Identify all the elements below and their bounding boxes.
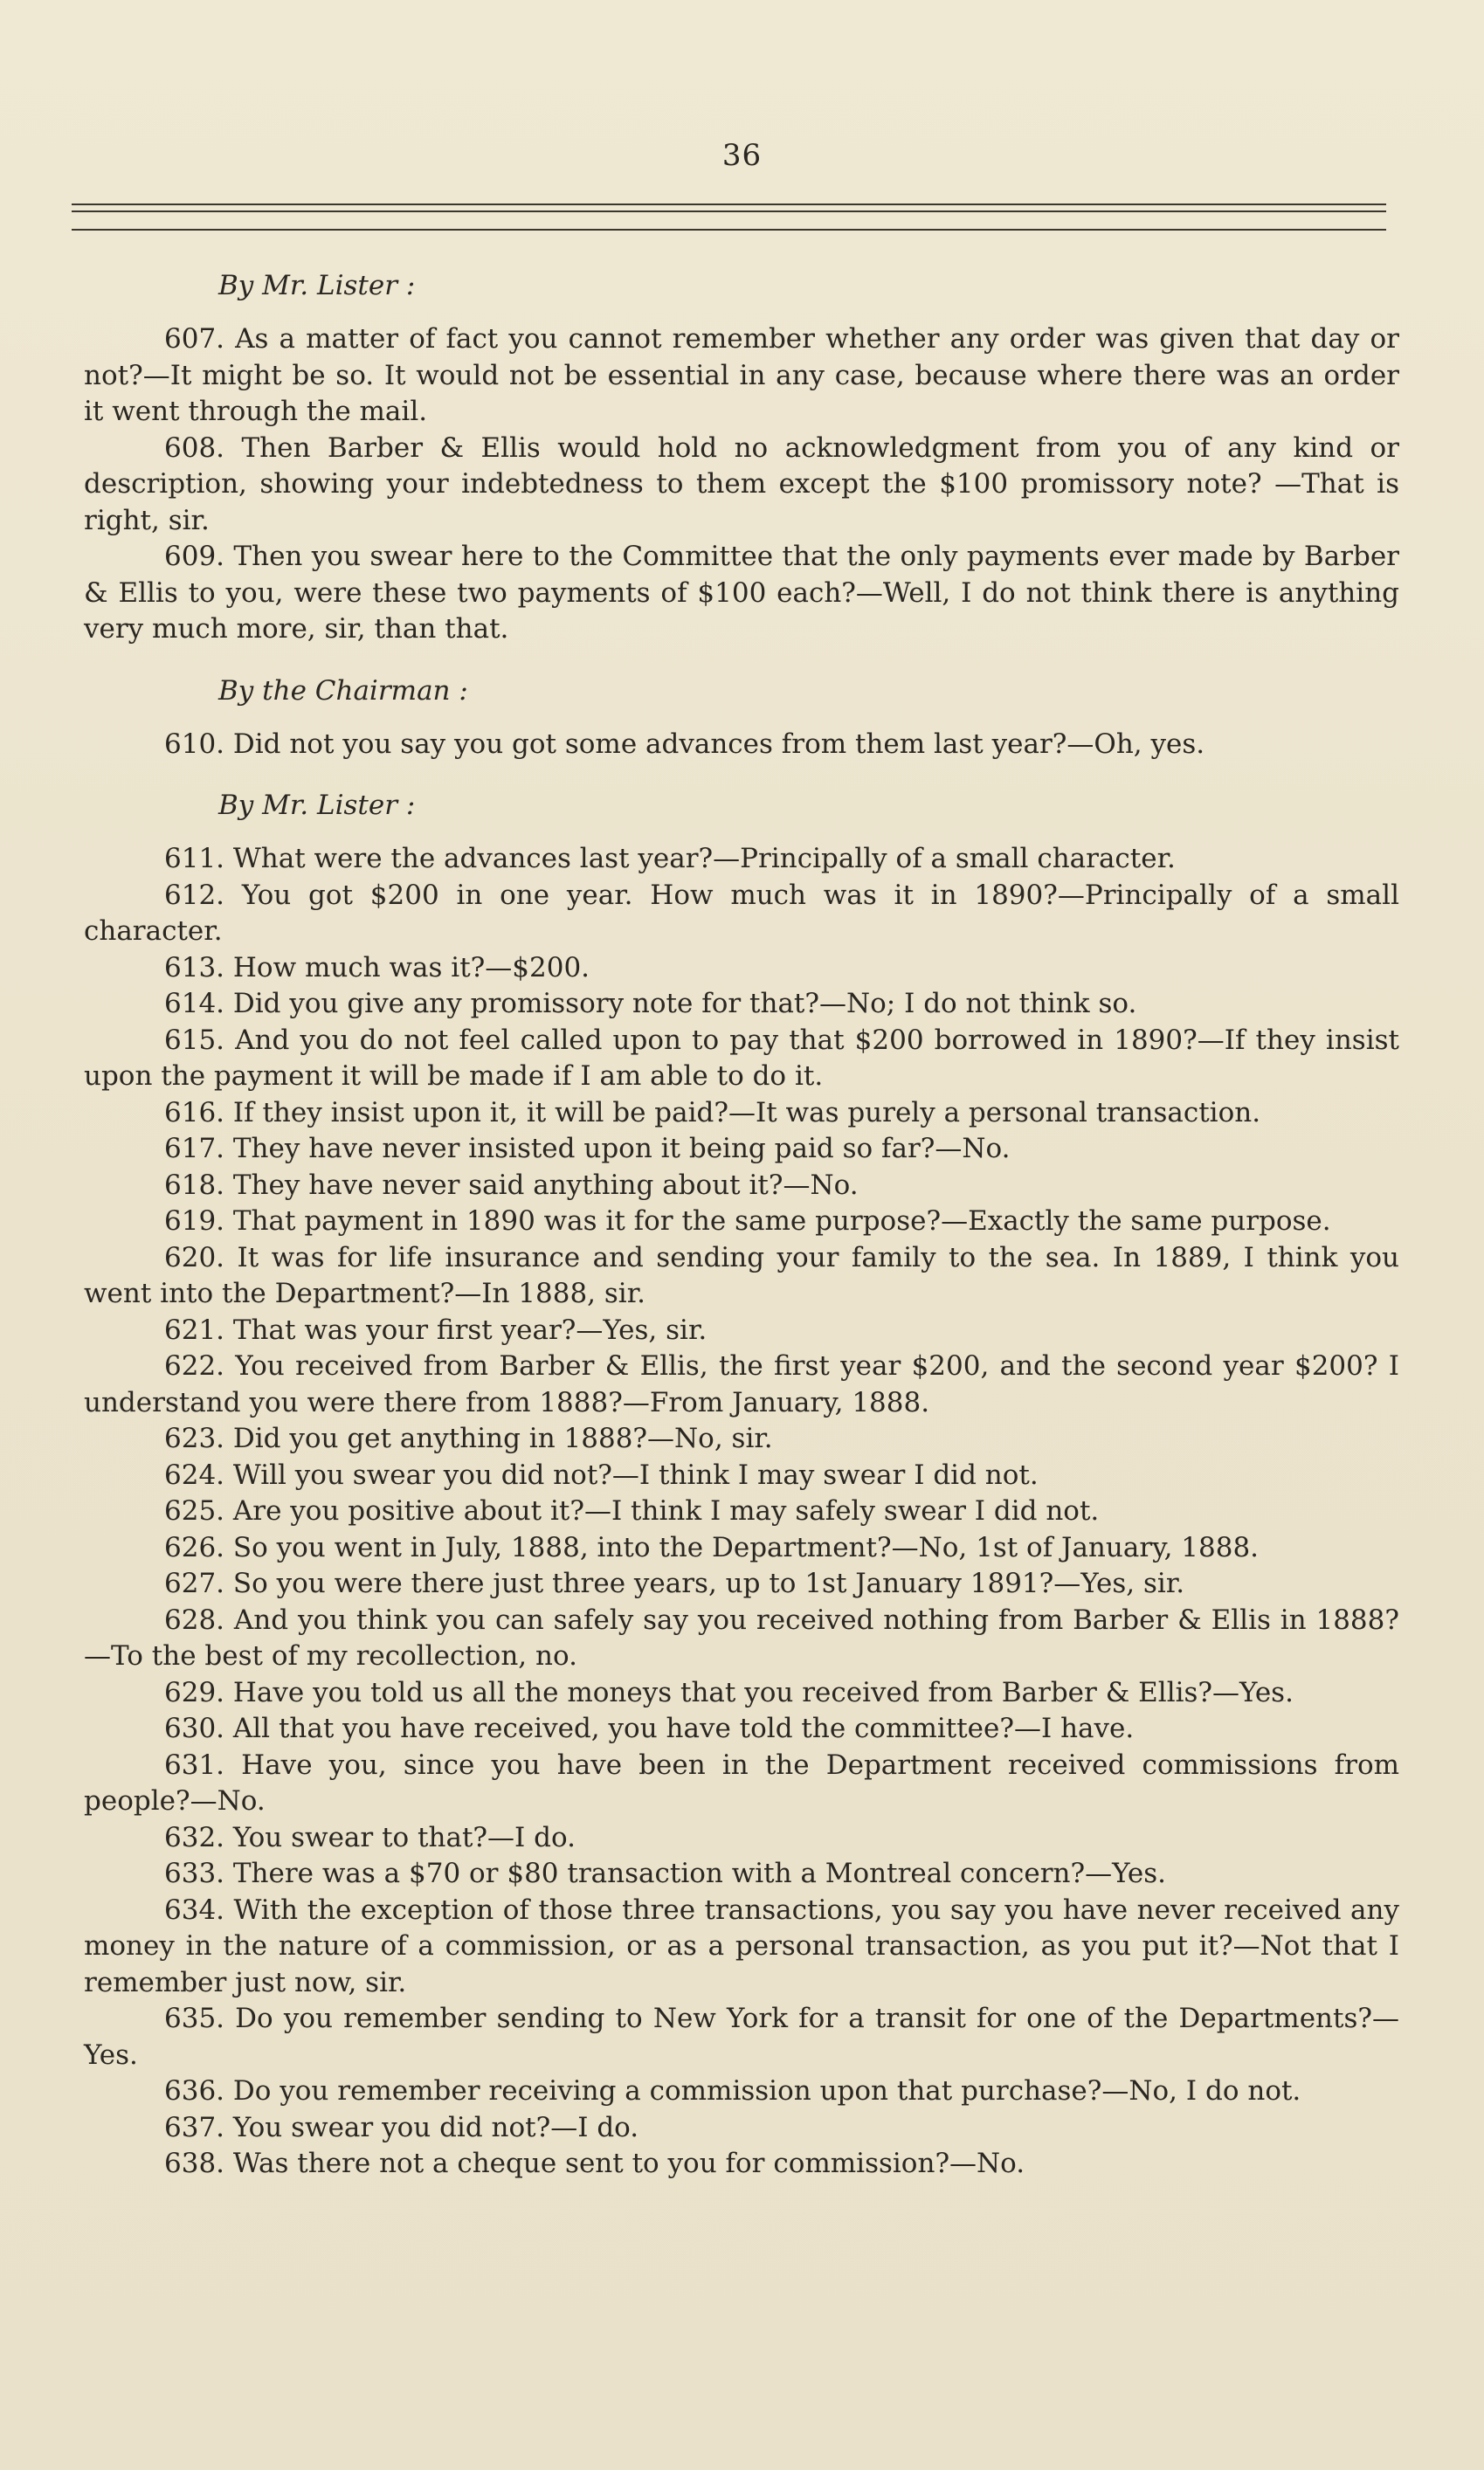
testimony-paragraph: 613. How much was it?—$200. <box>164 951 590 983</box>
testimony-paragraph: 635. Do you remember sending to New York for a transit for one of the Departments?—Yes. <box>84 2003 1399 2071</box>
testimony-paragraph: 638. Was there not a cheque sent to you for commission?—No. <box>164 2148 1025 2179</box>
testimony-paragraph: 623. Did you get anything in 1888?—No, sir. <box>164 1423 773 1454</box>
testimony-paragraph: 630. All that you have received, you have told the committee?—I have. <box>164 1713 1135 1744</box>
speaker-heading: By Mr. Lister : <box>218 270 416 301</box>
testimony-paragraph: 618. They have never said anything about it?—No. <box>164 1169 859 1201</box>
testimony-paragraph: 622. You received from Barber & Ellis, the first year $200, and the second year $200? I understand you were there from 1888?—From January, 1888. <box>84 1350 1399 1418</box>
testimony-paragraph: 617. They have never insisted upon it being paid so far?—No. <box>164 1133 1011 1164</box>
testimony-paragraph: 620. It was for life insurance and sending your family to the sea. In 1889, I think you went into the Department?—In 1888, sir. <box>84 1241 1399 1309</box>
testimony-paragraph: 612. You got $200 in one year. How much was it in 1890?—Principally of a small character. <box>84 879 1399 947</box>
speaker-heading: By the Chairman : <box>218 674 468 707</box>
testimony-body <box>84 262 1399 2183</box>
testimony-paragraph: 629. Have you told us all the moneys that you received from Barber & Ellis?—Yes. <box>164 1676 1294 1708</box>
testimony-paragraph: 611. What were the advances last year?—Principally of a small character. <box>164 843 1176 874</box>
header-rule-top <box>72 204 1386 205</box>
testimony-paragraph: 625. Are you positive about it?—I think I may safely swear I did not. <box>164 1495 1100 1527</box>
testimony-paragraph: 631. Have you, since you have been in the Department received commissions from people?—No. <box>84 1749 1399 1817</box>
testimony-paragraph: 614. Did you give any promissory note for that?—No; I do not think so. <box>164 988 1137 1019</box>
testimony-paragraph: 609. Then you swear here to the Committee that the only payments ever made by Barber & Ellis to you, were these two payments of $100 each?—Well, I do not think there is anything very much more, sir, than that. <box>84 541 1399 645</box>
testimony-paragraph: 607. As a matter of fact you cannot remember whether any order was given that day or not?—It might be so. It would not be essential in any case, because where there was an order it went through the mail. <box>84 323 1399 427</box>
testimony-paragraph: 619. That payment in 1890 was it for the same purpose?—Exactly the same purpose. <box>164 1205 1331 1237</box>
header-rule-middle <box>72 210 1386 212</box>
testimony-paragraph: 626. So you went in July, 1888, into the Department?—No, 1st of January, 1888. <box>164 1531 1260 1563</box>
page-number: 36 <box>721 138 763 173</box>
testimony-paragraph: 610. Did not you say you got some advances from them last year?—Oh, yes. <box>164 728 1205 760</box>
speaker-heading: By Mr. Lister : <box>218 790 416 821</box>
testimony-paragraph: 632. You swear to that?—I do. <box>164 1821 576 1853</box>
testimony-paragraph: 634. With the exception of those three transactions, you say you have never received any money in the nature of a commission, or as a personal transaction, as you put it?—Not that I remember just now, sir. <box>84 1894 1399 1998</box>
testimony-paragraph: 616. If they insist upon it, it will be paid?—It was purely a personal transaction. <box>164 1096 1261 1128</box>
testimony-paragraph: 621. That was your first year?—Yes, sir. <box>164 1314 707 1346</box>
testimony-paragraph: 627. So you were there just three years, up to 1st January 1891?—Yes, sir. <box>164 1568 1185 1599</box>
testimony-paragraph: 637. You swear you did not?—I do. <box>164 2111 639 2143</box>
testimony-paragraph: 628. And you think you can safely say you received nothing from Barber & Ellis in 1888?—To the best of my recollection, no. <box>84 1604 1399 1672</box>
header-rule-bottom <box>72 229 1386 231</box>
testimony-paragraph: 636. Do you remember receiving a commission upon that purchase?—No, I do not. <box>164 2075 1301 2107</box>
testimony-paragraph: 615. And you do not feel called upon to pay that $200 borrowed in 1890?—If they insist upon the payment it will be made if I am able to do it. <box>84 1024 1399 1092</box>
testimony-paragraph: 633. There was a $70 or $80 transaction with a Montreal concern?—Yes. <box>164 1858 1166 1889</box>
testimony-paragraph: 608. Then Barber & Ellis would hold no acknowledgment from you of any kind or description, showing your indebtedness to them except the $100 promissory note? —That is right, sir. <box>84 431 1399 536</box>
testimony-paragraph: 624. Will you swear you did not?—I think I may swear I did not. <box>164 1459 1039 1491</box>
